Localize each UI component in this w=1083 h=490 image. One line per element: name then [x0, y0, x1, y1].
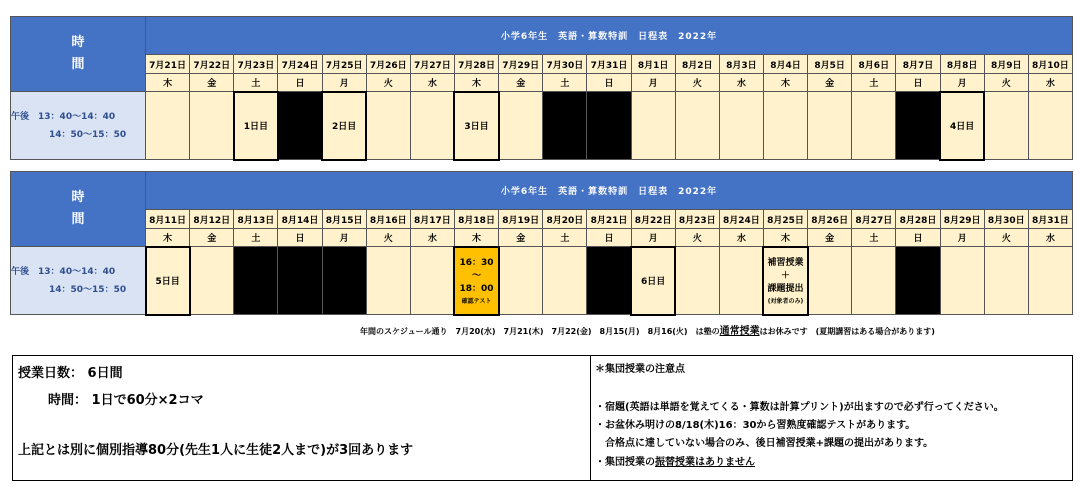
time-slot-line2: 14：50～15：50	[49, 129, 127, 140]
lesson-day-cell: 2日目	[322, 92, 366, 160]
date-cell: 8月29日	[940, 210, 984, 229]
date-cell: 8月6日	[852, 55, 896, 74]
weekday-cell: 水	[719, 229, 763, 247]
empty-day-cell	[984, 247, 1028, 315]
lesson-day-cell: 3日目	[454, 92, 498, 160]
cell-line: 補習授業	[767, 257, 804, 268]
weekday-cell: 土	[234, 229, 278, 247]
date-cell: 7月24日	[278, 55, 322, 74]
notice-item-last	[595, 453, 755, 468]
weekday-cell: 日	[896, 229, 940, 247]
time-header	[11, 172, 146, 247]
weekday-cell: 火	[366, 74, 410, 92]
weekday-cell: 金	[808, 74, 852, 92]
weekday-cell: 土	[852, 74, 896, 92]
date-cell: 8月1日	[631, 55, 675, 74]
summary-box	[12, 355, 1073, 481]
empty-day-cell	[984, 92, 1028, 160]
closed-day-cell	[587, 92, 631, 160]
weekday-cell: 月	[631, 74, 675, 92]
empty-day-cell	[719, 247, 763, 315]
notice-item: 合格点に達していない場合のみ、後日補習授業+課題の提出があります。	[595, 438, 934, 449]
notice-item: ・お盆休み明けの8/18(木)16：30から習熟度確認テストがあります。	[595, 420, 916, 431]
time-header-label-2: 間	[71, 212, 85, 227]
date-cell: 8月16日	[366, 210, 410, 229]
date-cell: 7月25日	[322, 55, 366, 74]
date-cell: 8月21日	[587, 210, 631, 229]
closed-day-cell	[587, 247, 631, 315]
cell-line: ＋	[781, 270, 791, 281]
weekday-cell: 金	[499, 229, 543, 247]
empty-day-cell	[499, 247, 543, 315]
cell-small-note: 確認テスト	[461, 297, 492, 305]
time-slot-line2: 14：50～15：50	[49, 284, 127, 295]
weekday-cell: 水	[410, 229, 454, 247]
lesson-days: 授業日数： 6日間	[18, 366, 123, 381]
empty-day-cell	[146, 92, 190, 160]
date-cell: 8月12日	[190, 210, 234, 229]
cell-line: 課題提出	[767, 283, 804, 294]
lesson-day-cell: 1日目	[234, 92, 278, 160]
weekday-cell: 日	[587, 74, 631, 92]
weekday-cell: 火	[675, 74, 719, 92]
cell-line: 16：30	[459, 257, 494, 268]
summary-panel	[13, 356, 591, 480]
notices-title: ＊集団授業の注意点	[595, 364, 685, 375]
weekday-cell: 火	[984, 229, 1028, 247]
weekday-cell: 月	[322, 229, 366, 247]
date-cell: 8月14日	[278, 210, 322, 229]
weekday-cell: 土	[234, 74, 278, 92]
empty-day-cell	[675, 92, 719, 160]
closed-day-cell	[278, 92, 322, 160]
empty-day-cell	[675, 247, 719, 315]
weekday-cell: 土	[852, 229, 896, 247]
weekday-cell: 木	[146, 229, 190, 247]
date-cell: 7月21日	[146, 55, 190, 74]
date-cell: 8月5日	[808, 55, 852, 74]
date-cell: 8月18日	[454, 210, 498, 229]
date-cell: 8月2日	[675, 55, 719, 74]
weekday-cell: 木	[146, 74, 190, 92]
lesson-day-cell: 5日目	[146, 247, 190, 315]
time-header-label-1: 時	[71, 35, 85, 50]
schedule-table-2	[10, 171, 1073, 316]
empty-day-cell	[808, 92, 852, 160]
weekday-cell: 火	[984, 74, 1028, 92]
empty-day-cell	[190, 92, 234, 160]
date-cell: 7月26日	[366, 55, 410, 74]
date-cell: 8月19日	[499, 210, 543, 229]
holiday-note	[360, 322, 935, 337]
empty-day-cell	[808, 247, 852, 315]
weekday-cell: 水	[719, 74, 763, 92]
date-cell: 8月8日	[940, 55, 984, 74]
date-cell: 8月31日	[1028, 210, 1072, 229]
time-slot-line1: 13：40～14：40	[38, 111, 116, 122]
date-cell: 8月22日	[631, 210, 675, 229]
date-cell: 8月4日	[763, 55, 807, 74]
empty-day-cell	[1028, 247, 1072, 315]
time-slot-cell	[11, 247, 146, 315]
closed-day-cell	[234, 247, 278, 315]
weekday-cell: 火	[366, 229, 410, 247]
empty-day-cell	[1028, 92, 1072, 160]
weekday-cell: 日	[587, 229, 631, 247]
date-cell: 8月25日	[763, 210, 807, 229]
date-cell: 8月23日	[675, 210, 719, 229]
weekday-cell: 月	[940, 229, 984, 247]
weekday-cell: 水	[410, 74, 454, 92]
empty-day-cell	[366, 247, 410, 315]
holiday-note-highlight: 通常授業	[719, 326, 760, 337]
schedule-table-1	[10, 16, 1073, 161]
weekday-cell: 日	[278, 74, 322, 92]
weekday-cell: 月	[631, 229, 675, 247]
empty-day-cell	[631, 92, 675, 160]
empty-day-cell	[499, 92, 543, 160]
closed-day-cell	[543, 92, 587, 160]
notice-last-underline: 振替授業はありません	[655, 457, 755, 468]
cell-small-note: (対象者のみ)	[767, 297, 804, 305]
weekday-cell: 日	[278, 229, 322, 247]
makeup-day-cell	[763, 247, 807, 315]
date-cell: 7月22日	[190, 55, 234, 74]
time-header-label-2: 間	[71, 57, 85, 72]
date-cell: 8月11日	[146, 210, 190, 229]
empty-day-cell	[543, 247, 587, 315]
empty-day-cell	[410, 247, 454, 315]
date-cell: 8月27日	[852, 210, 896, 229]
weekday-cell: 火	[675, 229, 719, 247]
schedule-title: 小学6年生 英語・算数特訓 日程表 2022年	[146, 172, 1073, 210]
date-cell: 8月7日	[896, 55, 940, 74]
date-cell: 7月31日	[587, 55, 631, 74]
date-cell: 8月30日	[984, 210, 1028, 229]
weekday-cell: 木	[454, 229, 498, 247]
weekday-cell: 水	[1028, 74, 1072, 92]
date-cell: 8月9日	[984, 55, 1028, 74]
date-cell: 8月10日	[1028, 55, 1072, 74]
empty-day-cell	[852, 247, 896, 315]
closed-day-cell	[896, 247, 940, 315]
lesson-day-cell: 6日目	[631, 247, 675, 315]
date-cell: 7月23日	[234, 55, 278, 74]
time-slot-line1: 13：40～14：40	[38, 266, 116, 277]
time-slot-cell	[11, 92, 146, 160]
date-cell: 8月26日	[808, 210, 852, 229]
empty-day-cell	[763, 92, 807, 160]
empty-day-cell	[410, 92, 454, 160]
weekday-cell: 月	[322, 74, 366, 92]
lesson-time: 時間： 1日で60分×2コマ	[48, 393, 204, 408]
closed-day-cell	[896, 92, 940, 160]
weekday-cell: 木	[763, 229, 807, 247]
weekday-cell: 水	[1028, 229, 1072, 247]
cell-line: 18：00	[459, 283, 494, 294]
weekday-cell: 木	[763, 74, 807, 92]
time-header	[11, 17, 146, 92]
weekday-cell: 金	[190, 229, 234, 247]
holiday-note-before: 年間のスケジュール通り 7月20(水) 7月21(木) 7月22(金) 8月15(月) 8月16(火) は塾の	[360, 327, 720, 336]
lesson-day-cell: 4日目	[940, 92, 984, 160]
weekday-cell: 日	[896, 74, 940, 92]
time-slot-prefix: 午後	[11, 111, 30, 122]
date-cell: 8月24日	[719, 210, 763, 229]
notices-panel	[591, 356, 1072, 480]
notice-last-before: ・集団授業の	[595, 457, 655, 468]
date-cell: 8月20日	[543, 210, 587, 229]
weekday-cell: 土	[543, 229, 587, 247]
date-cell: 8月15日	[322, 210, 366, 229]
weekday-cell: 金	[190, 74, 234, 92]
date-cell: 7月28日	[454, 55, 498, 74]
test-day-cell	[454, 247, 498, 315]
time-header-label-1: 時	[71, 190, 85, 205]
weekday-cell: 土	[543, 74, 587, 92]
date-cell: 8月13日	[234, 210, 278, 229]
empty-day-cell	[190, 247, 234, 315]
empty-day-cell	[366, 92, 410, 160]
closed-day-cell	[322, 247, 366, 315]
empty-day-cell	[940, 247, 984, 315]
weekday-cell: 木	[454, 74, 498, 92]
empty-day-cell	[852, 92, 896, 160]
date-cell: 7月27日	[410, 55, 454, 74]
date-cell: 7月29日	[499, 55, 543, 74]
closed-day-cell	[278, 247, 322, 315]
notice-item: ・宿題(英語は単語を覚えてくる・算数は計算プリント)が出ますので必ず行ってください。	[595, 402, 1004, 413]
empty-day-cell	[719, 92, 763, 160]
weekday-cell: 金	[808, 229, 852, 247]
date-cell: 8月3日	[719, 55, 763, 74]
schedule-title: 小学6年生 英語・算数特訓 日程表 2022年	[146, 17, 1073, 55]
date-cell: 8月28日	[896, 210, 940, 229]
weekday-cell: 月	[940, 74, 984, 92]
holiday-note-after: はお休みです (夏期講習はある場合があります)	[759, 327, 935, 336]
time-slot-prefix: 午後	[11, 266, 30, 277]
date-cell: 7月30日	[543, 55, 587, 74]
cell-line: ～	[472, 270, 482, 281]
individual-lessons: 上記とは別に個別指導80分(先生1人に生徒2人まで)が3回あります	[18, 443, 414, 458]
weekday-cell: 金	[499, 74, 543, 92]
date-cell: 8月17日	[410, 210, 454, 229]
